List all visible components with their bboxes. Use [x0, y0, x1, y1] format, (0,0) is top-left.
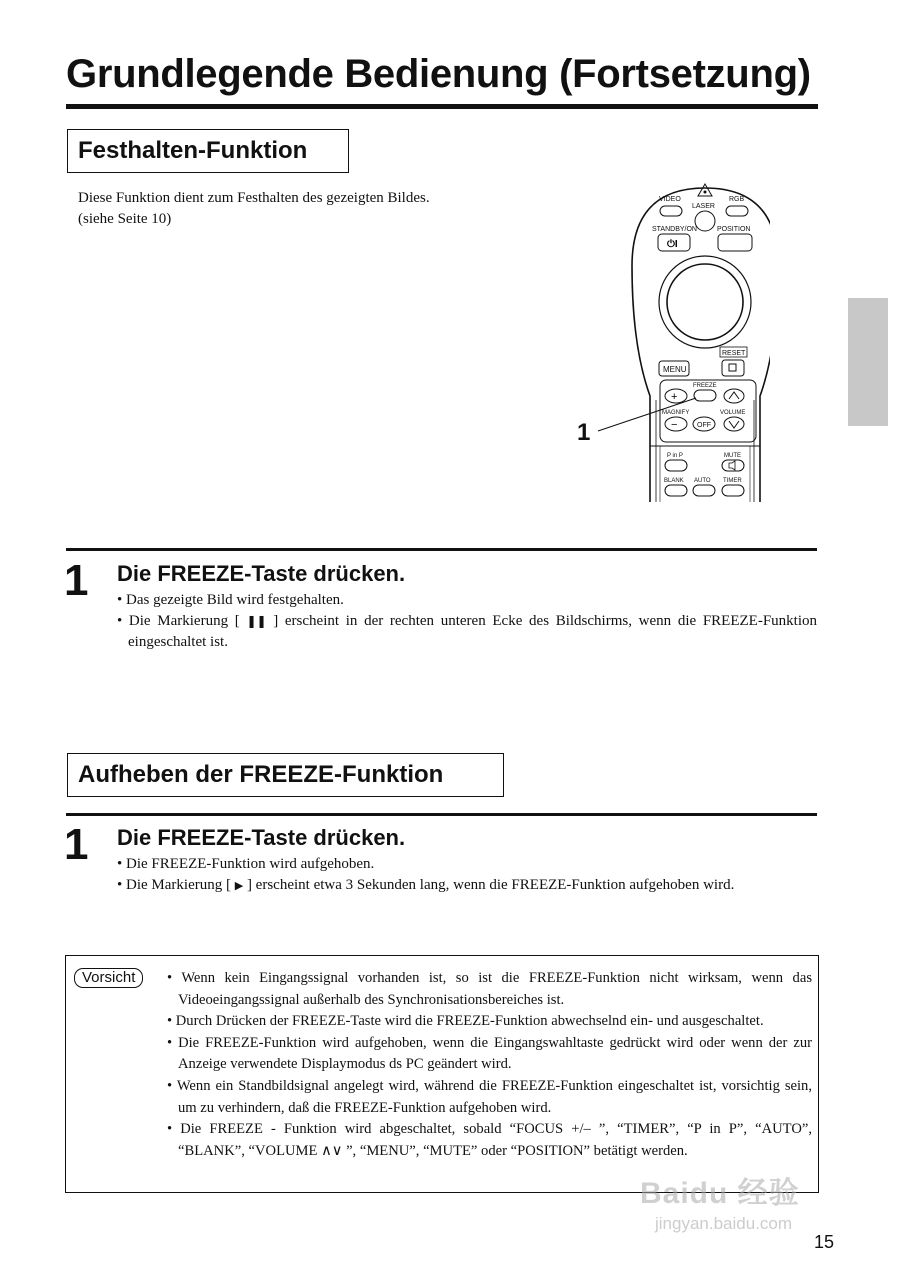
- label-off: OFF: [697, 422, 711, 429]
- label-reset: RESET: [722, 350, 746, 357]
- label-standby: STANDBY/ON: [652, 226, 697, 233]
- label-pinp: P in P: [667, 453, 683, 459]
- remote-control-illustration: [570, 176, 770, 506]
- watermark-url: jingyan.baidu.com: [655, 1214, 793, 1233]
- caution-item: • Wenn ein Standbildsignal angelegt wird, während die FREEZE-Funktion eingeschaltet ist, vorsichtig sein, um zu verhindern, daß die FREEZE-Funktion aufgehoben wird.: [167, 1077, 812, 1116]
- video-button[interactable]: [660, 206, 682, 216]
- minus-symbol: −: [671, 419, 678, 431]
- caution-item: • Die FREEZE - Funktion wird abgeschaltet, sobald “FOCUS +/– ”, “TIMER”, “P in P”, “AUTO”, “BLANK”, “VOLUME ∧∨ ”, “MENU”, “MUTE” oder “POSITION” betätigt werden.: [167, 1121, 812, 1159]
- step-rule-2: [66, 813, 817, 816]
- label-rgb: RGB: [729, 196, 745, 203]
- page-number: 15: [814, 1232, 835, 1252]
- caution-item: • Die FREEZE-Funktion wird aufgehoben, wenn die Eingangswahltaste gedrückt wird oder wenn der zur Anzeige verwendete Displaymodus ds PC geändert wird.: [167, 1034, 812, 1073]
- position-button[interactable]: [718, 234, 752, 251]
- label-volume: VOLUME: [720, 410, 746, 416]
- volume-down-button[interactable]: [724, 417, 744, 431]
- step-number-2: 1: [64, 820, 89, 869]
- auto-button[interactable]: [693, 485, 715, 496]
- label-laser: LASER: [692, 203, 715, 210]
- section-heading-aufheben: Aufheben der FREEZE-Funktion: [67, 753, 504, 797]
- caution-label: Vorsicht: [74, 968, 143, 988]
- section-heading-festhalten: Festhalten-Funktion: [67, 129, 349, 173]
- label-auto: AUTO: [694, 478, 711, 484]
- intro-line-2: (siehe Seite 10): [78, 211, 172, 227]
- volume-up-button[interactable]: [724, 389, 744, 403]
- label-video: VIDEO: [659, 196, 681, 203]
- chevron-up-icon: [729, 392, 739, 399]
- speaker-mute-icon: [729, 461, 735, 470]
- step-bullets-1: [117, 590, 817, 653]
- reset-icon: [729, 364, 736, 371]
- pause-mark-icon: ❚❚: [246, 614, 267, 628]
- title-underline: [66, 104, 818, 109]
- plus-symbol: +: [671, 391, 678, 403]
- step-rule-1: [66, 548, 817, 551]
- step-title-1: Die FREEZE-Taste drücken.: [117, 561, 406, 586]
- caution-list: [167, 968, 812, 1162]
- label-freeze: FREEZE: [693, 383, 717, 389]
- bullet-item: • Die FREEZE-Funktion wird aufgehoben.: [117, 856, 375, 872]
- rgb-button[interactable]: [726, 206, 748, 216]
- reset-button[interactable]: [722, 360, 744, 376]
- laser-warning-icon: [698, 184, 712, 196]
- chevron-down-icon: [729, 421, 739, 428]
- mute-button[interactable]: [722, 460, 744, 471]
- section1-intro: [78, 188, 598, 230]
- step-title-2: Die FREEZE-Taste drücken.: [117, 825, 406, 850]
- timer-button[interactable]: [722, 485, 744, 496]
- blank-button[interactable]: [665, 485, 687, 496]
- chapter-tab: [848, 298, 888, 426]
- bullet-item: • Die Markierung [ ❚❚ ] erscheint in der rechten unteren Ecke des Bildschirms, wenn die FREEZE-Funktion eingeschaltet ist.: [117, 613, 817, 650]
- label-timer: TIMER: [723, 478, 742, 484]
- label-position: POSITION: [717, 226, 751, 233]
- freeze-button[interactable]: [694, 390, 716, 401]
- step-number-1: 1: [64, 556, 89, 605]
- page-title: Grundlegende Bedienung (Fortsetzung): [66, 52, 811, 96]
- label-menu: MENU: [663, 365, 687, 374]
- play-mark-icon: ▶: [234, 879, 244, 892]
- caution-item: • Durch Drücken der FREEZE-Taste wird die FREEZE-Funktion abwechselnd ein- und ausgeschaltet.: [167, 1013, 764, 1030]
- pinp-button[interactable]: [665, 460, 687, 471]
- label-mute: MUTE: [724, 453, 741, 459]
- callout-number: 1: [577, 419, 591, 446]
- remote-body-outline: [632, 188, 770, 502]
- intro-line-1: Diese Funktion dient zum Festhalten des gezeigten Bildes.: [78, 190, 430, 206]
- watermark-logo: Baidu 经验: [640, 1177, 800, 1210]
- step-bullets-2: [117, 854, 817, 896]
- bullet-item: • Das gezeigte Bild wird festgehalten.: [117, 592, 344, 608]
- disk-pad-outer[interactable]: [659, 256, 751, 348]
- power-icon: ⏻I: [667, 239, 678, 250]
- caution-item: • Wenn kein Eingangssignal vorhanden ist, so ist die FREEZE-Funktion nicht wirksam, wenn das Videoeingangssignal außerhalb des Synchronisationsbereiches ist.: [167, 970, 812, 1008]
- bullet-item: • Die Markierung [ ▶ ] erscheint etwa 3 Sekunden lang, wenn die FREEZE-Funktion aufgehoben wird.: [117, 877, 735, 893]
- label-blank: BLANK: [664, 478, 684, 484]
- label-magnify: MAGNIFY: [662, 410, 690, 416]
- disk-pad-inner[interactable]: [667, 264, 743, 340]
- laser-button[interactable]: [695, 211, 715, 231]
